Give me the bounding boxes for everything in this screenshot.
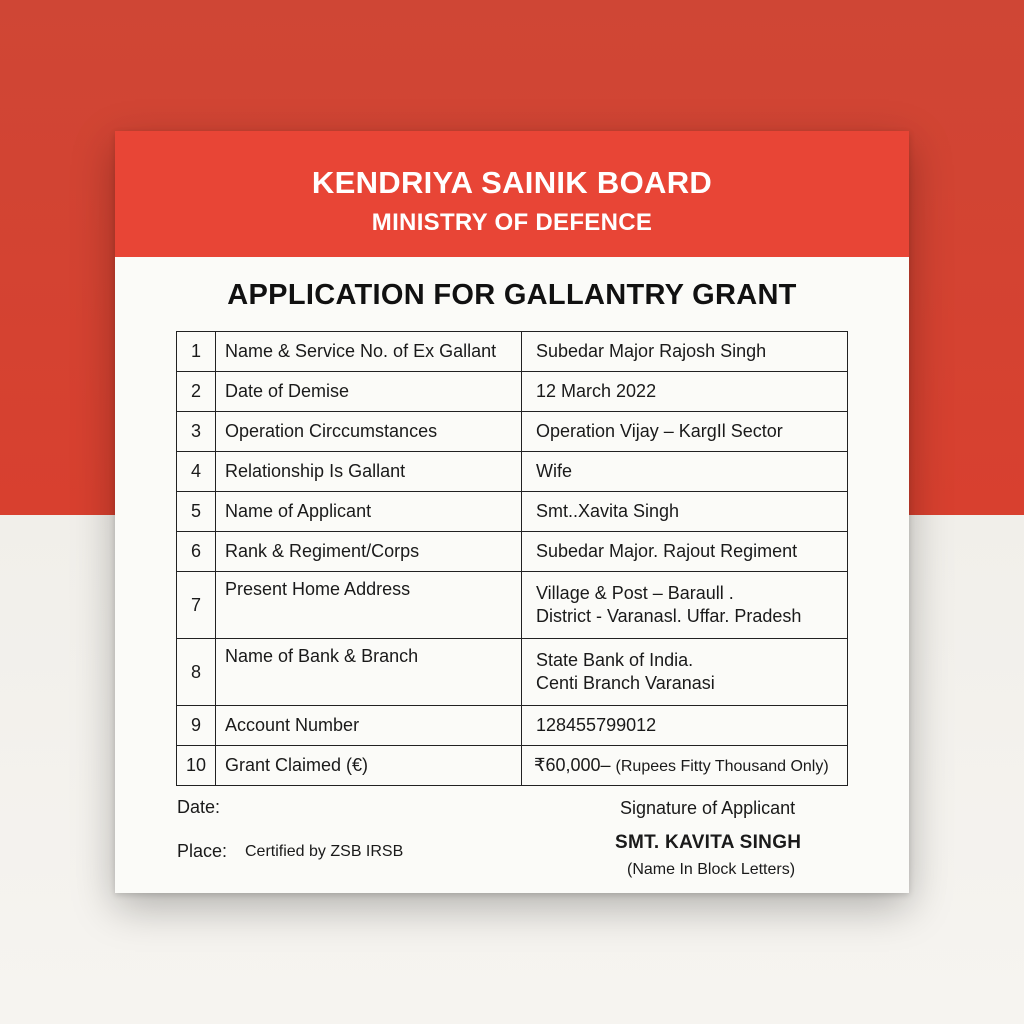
- date-label: Date:: [177, 797, 221, 817]
- form-header: [115, 131, 909, 257]
- form-title: APPLICATION FOR GALLANTRY GRANT: [227, 279, 797, 311]
- block-letters-note: (Name In Block Letters): [627, 861, 796, 878]
- row-value: [522, 706, 848, 746]
- value-line: 128455799012: [536, 715, 657, 735]
- row-label: Grant Claimed (€): [216, 746, 522, 786]
- table-row: [177, 572, 848, 639]
- application-form-card: [115, 131, 909, 893]
- row-number: 9: [177, 706, 216, 746]
- grant-amount: ₹60,000–: [534, 754, 611, 775]
- value-line: 12 March 2022: [536, 381, 657, 401]
- row-number: 10: [177, 746, 216, 786]
- row-value: [522, 412, 848, 452]
- table-row: [177, 372, 848, 412]
- table-row: [177, 639, 848, 706]
- table-row: [177, 532, 848, 572]
- table-row: [177, 706, 848, 746]
- value-line: District - Varanasl. Uffar. Pradesh: [536, 606, 802, 626]
- table-row: [177, 332, 848, 372]
- row-label: Rank & Regiment/Corps: [216, 532, 522, 572]
- organization-name: KENDRIYA SAINIK BOARD: [311, 165, 713, 200]
- row-value: [522, 639, 848, 706]
- grant-amount-words: (Rupees Fitty Thousand Only): [615, 757, 829, 775]
- table-row: [177, 452, 848, 492]
- ministry-name: MINISTRY OF DEFENCE: [371, 209, 653, 236]
- value-line: Village & Post – Baraull .: [536, 583, 734, 603]
- row-number: 8: [177, 639, 216, 706]
- grant-details-table: [176, 331, 848, 786]
- row-label: Name & Service No. of Ex Gallant: [216, 332, 522, 372]
- row-value: [522, 492, 848, 532]
- row-number: 7: [177, 572, 216, 639]
- table-row: [177, 492, 848, 532]
- row-label: Name of Bank & Branch: [216, 639, 522, 706]
- row-value: [522, 332, 848, 372]
- row-label: Present Home Address: [216, 572, 522, 639]
- value-line: Subedar Major. Rajout Regiment: [536, 541, 798, 561]
- row-label: Operation Circcumstances: [216, 412, 522, 452]
- row-number: 5: [177, 492, 216, 532]
- row-label: Name of Applicant: [216, 492, 522, 532]
- table-row: [177, 412, 848, 452]
- row-value: [522, 372, 848, 412]
- row-value: [522, 452, 848, 492]
- row-number: 4: [177, 452, 216, 492]
- row-value: [522, 532, 848, 572]
- row-label: Date of Demise: [216, 372, 522, 412]
- row-label: Relationship Is Gallant: [216, 452, 522, 492]
- value-line: Smt..Xavita Singh: [536, 501, 680, 521]
- signature-label: Signature of Applicant: [620, 798, 796, 818]
- row-value: [522, 572, 848, 639]
- value-line: State Bank of India.: [536, 650, 694, 670]
- applicant-name-block: SMT. KAVITA SINGH: [615, 832, 802, 853]
- value-line: Centi Branch Varanasi: [536, 673, 715, 693]
- row-label: Account Number: [216, 706, 522, 746]
- value-line: Subedar Major Rajosh Singh: [536, 341, 767, 361]
- row-number: 1: [177, 332, 216, 372]
- row-number: 6: [177, 532, 216, 572]
- place-label: Place:: [177, 841, 228, 861]
- certification-note: Certified by ZSB IRSB: [245, 843, 404, 860]
- value-line: Wife: [536, 461, 572, 481]
- row-value: [522, 746, 848, 786]
- row-number: 2: [177, 372, 216, 412]
- table-row: [177, 746, 848, 786]
- value-line: Operation Vijay – KargIl Sector: [536, 421, 783, 441]
- row-number: 3: [177, 412, 216, 452]
